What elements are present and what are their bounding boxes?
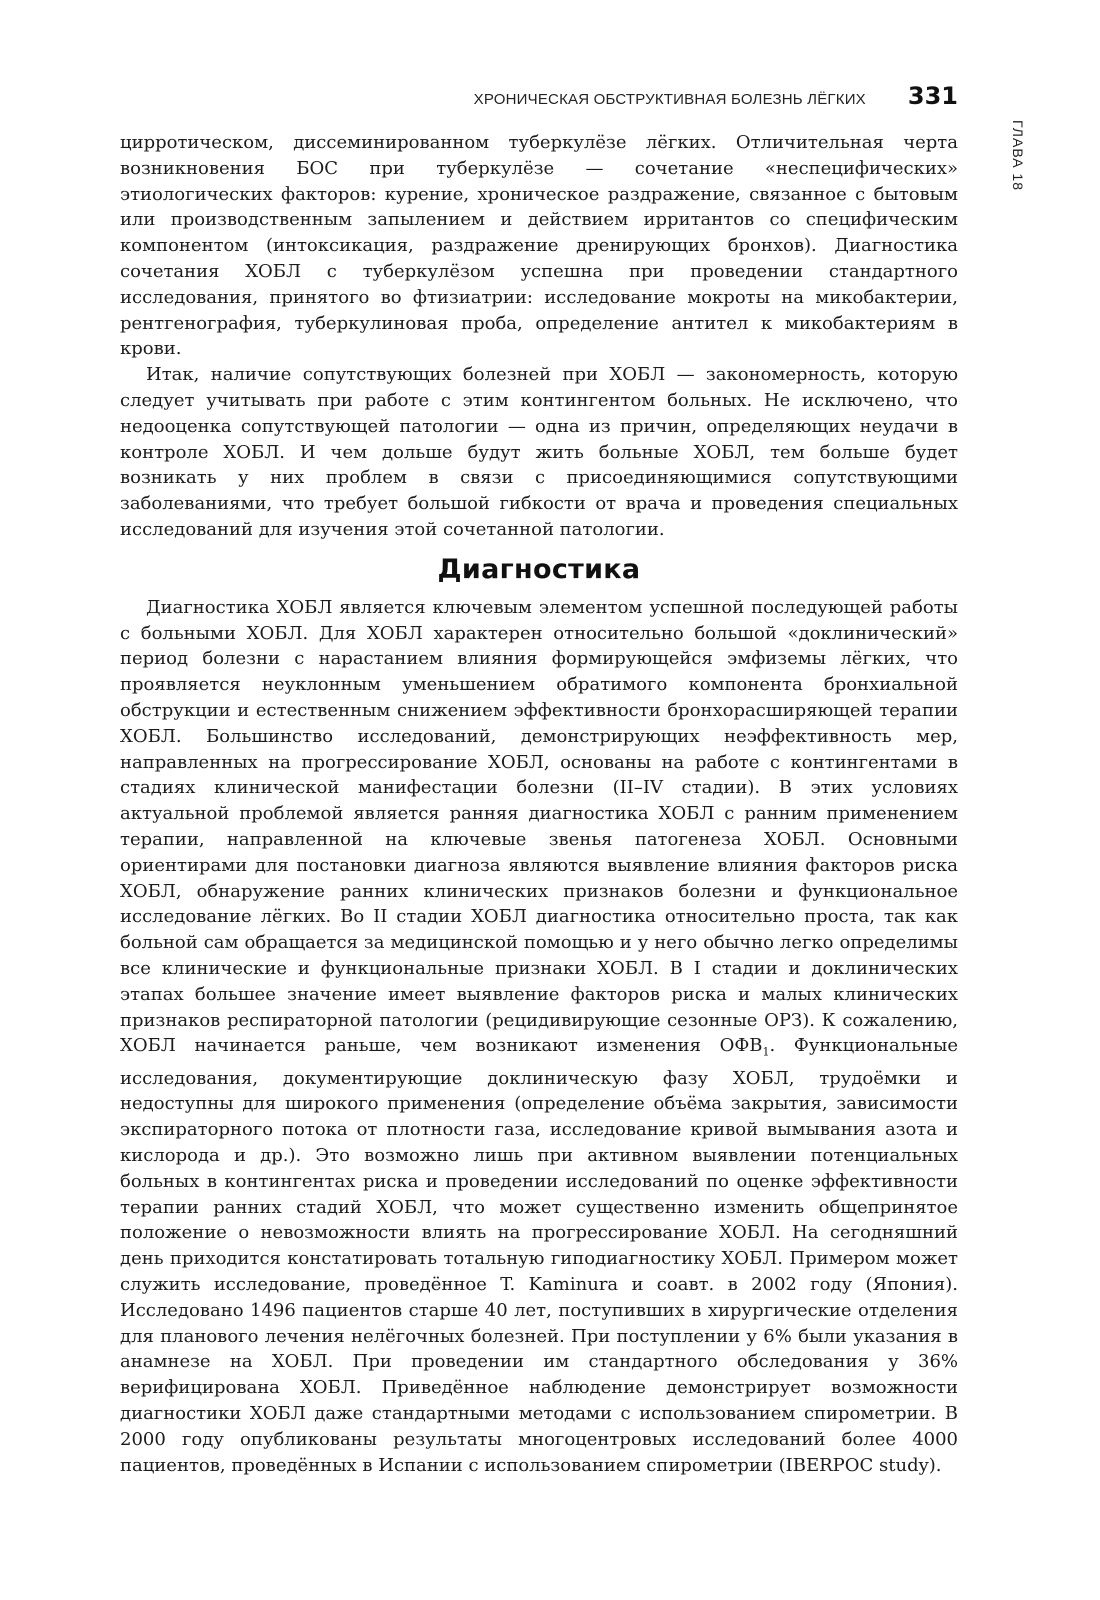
paragraph-diagnostics-part1: Диагностика ХОБЛ является ключевым элементом успешной последующей работы с больными ХОБЛ. Для ХОБЛ характерен относительно большой «доклинический» период болезни с нарастанием влияния формирующейся эмфиземы лёгких, что проявляется неуклонным уменьшением обратимого компонента бронхиальной обструкции и естественным снижением эффективности бронхорасширяющей терапии ХОБЛ. Большинство исследований, демонстрирующих неэффективность мер, направленных на прогрессирование ХОБЛ, основаны на работе с контингентами в стадиях клинической манифестации болезни (II–IV стадии). В этих условиях актуальной проблемой является ранняя диагностика ХОБЛ с ранним применением терапии, направленной на ключевые звенья патогенеза ХОБЛ. Основными ориентирами для постановки диагноза являются выявление влияния факторов риска ХОБЛ, обнаружение ранних клинических признаков болезни и функциональное исследование лёгких. Во II стадии ХОБЛ диагностика относительно проста, так как больной сам обращается за медицинской помощью и у него обычно легко определимы все клинические и функциональные признаки ХОБЛ. В I стадии и доклинических этапах большее значение имеет выявление факторов риска и малых клинических признаков респираторной патологии (рецидивирующие сезонные ОРЗ). К сожалению, ХОБЛ начинается раньше, чем возникают изменения ОФВ: [120, 596, 958, 1057]
chapter-side-tab: ГЛАВА 18: [1010, 120, 1026, 191]
paragraph-comorbidities: Итак, наличие сопутствующих болезней при ХОБЛ — закономерность, которую следует учитывать при работе с этим контингентом больных. Не исключено, что недооценка сопутствующей патологии — одна из причин, определяющих неудачи в контроле ХОБЛ. И чем дольше будут жить больные ХОБЛ, тем больше будет возникать у них проблем в связи с присоединяющимися сопутствующими заболеваниями, что требует большой гибкости от врача и проведения специальных исследований для изучения этой сочетанной патологии.: [120, 364, 958, 540]
section-heading-diagnostics: Диагностика: [437, 553, 641, 585]
paragraph-diagnostics-part2: . Функциональные исследования, документирующие доклиническую фазу ХОБЛ, трудоёмки и недоступны для широкого применения (определение объёма закрытия, зависимости экспираторного потока от плотности газа, исследование кривой вымывания азота и кислорода и др.). Это возможно лишь при активном выявлении потенциальных больных в контингентах риска и проведении исследований по оценке эффективности терапии ранних стадий ХОБЛ, что может существенно изменить общепринятое положение о невозможности влиять на прогрессирование ХОБЛ. На сегодняшний день приходится констатировать тотальную гиподиагностику ХОБЛ. Примером может служить исследование, проведённое T. Kaminura и соавт. в 2002 году (Япония). Исследовано 1496 пациентов старше 40 лет, поступивших в хирургические отделения для планового лечения нелёгочных болезней. При поступлении у 6% были указания в анамнезе на ХОБЛ. При проведении им стандартного обследования у 36% верифицирована ХОБЛ. Приведённое наблюдение демонстрирует возможности диагностики ХОБЛ даже стандартными методами с использованием спирометрии. В 2000 году опубликованы результаты многоцентровых исследований более 4000 пациентов, проведённых в Испании с использованием спирометрии (IBERPOC study).: [120, 1035, 958, 1476]
running-header: [120, 82, 958, 122]
running-title: ХРОНИЧЕСКАЯ ОБСТРУКТИВНАЯ БОЛЕЗНЬ ЛЁГКИХ: [473, 91, 866, 108]
page-number: 331: [907, 82, 958, 110]
paragraph-continuation: цирротическом, диссеминированном туберкулёзе лёгких. Отличительная черта возникновения БОС при туберкулёзе — сочетание «неспецифических» этиологических факторов: курение, хроническое раздражение, связанное с бытовым или производственным запылением и действием ирритантов со специфическим компонентом (интоксикация, раздражение дренирующих бронхов). Диагностика сочетания ХОБЛ с туберкулёзом успешна при проведении стандартного исследования, принятого во фтизиатрии: исследование мокроты на микобактерии, рентгенография, туберкулиновая проба, определение антител к микобактериям в крови.: [120, 132, 958, 360]
text-block-top: [120, 130, 958, 1478]
fev1-subscript: 1: [762, 1045, 770, 1059]
paragraph-diagnostics: [120, 595, 958, 1479]
